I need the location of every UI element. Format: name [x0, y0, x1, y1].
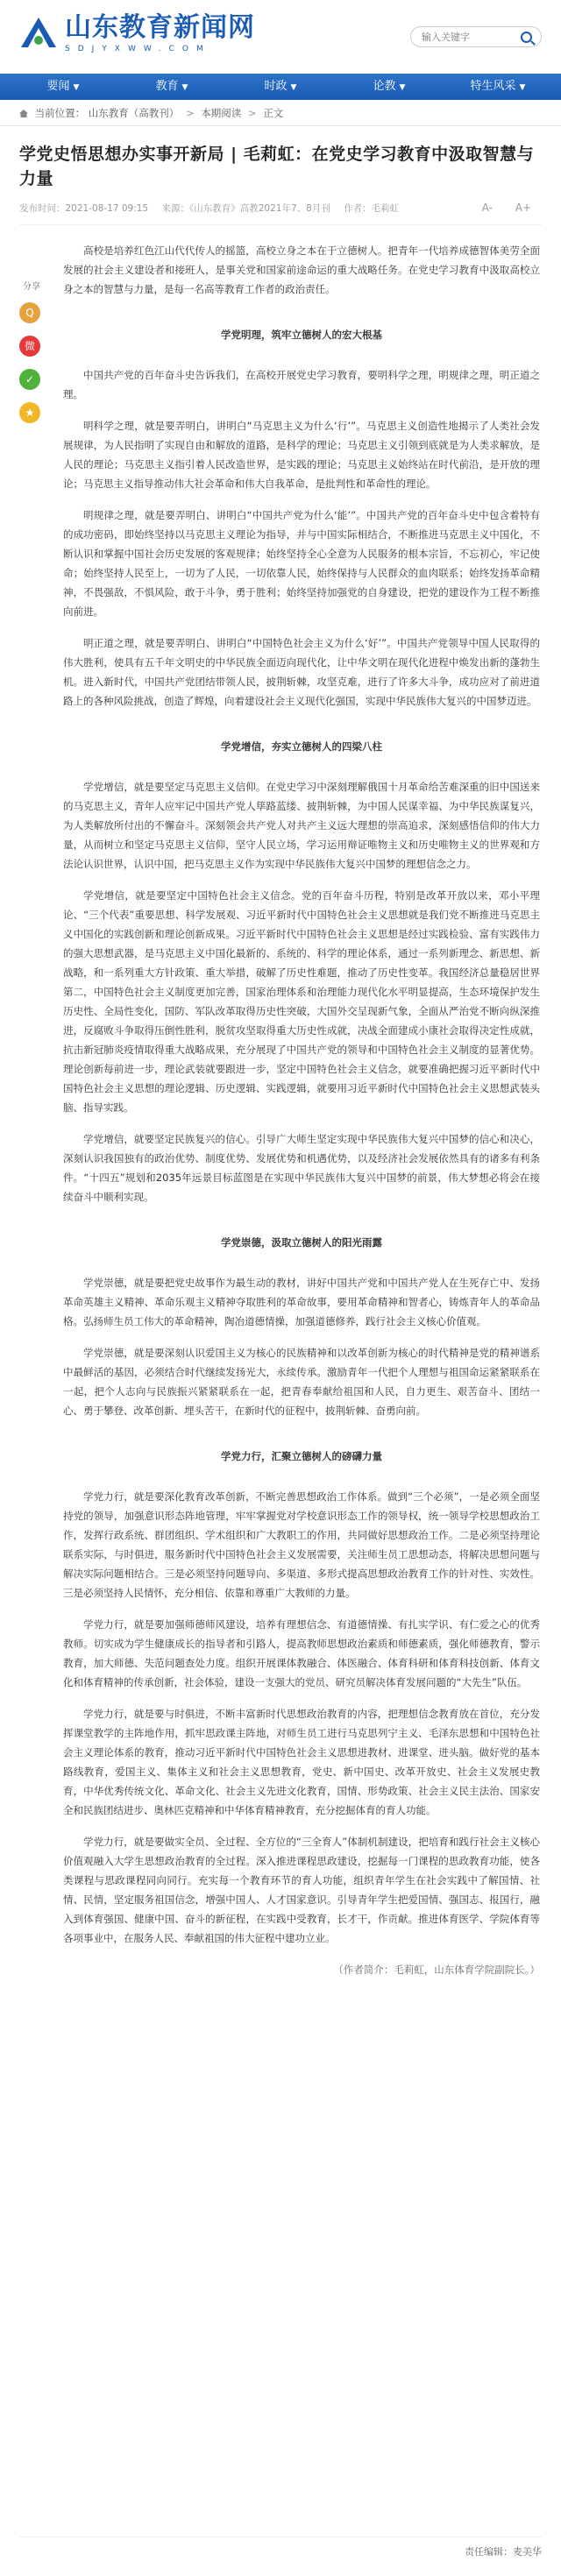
qq-share-icon[interactable]: Q [19, 302, 40, 323]
search-icon[interactable] [521, 32, 532, 43]
article-paragraph: 高校是培养红色江山代代传人的摇篮，高校立身之本在于立德树人。把青年一代培养成德智体美劳全面发展的社会主义建设者和接班人，是事关党和国家前途命运的重大战略任务。在党史学习教育中汲取高校立身之本的智慧与力量，是每一名高等教育工作者的政治责任。 [63, 244, 540, 295]
article-source: 来源：《山东教育》高教2021年7、8月刊 [161, 203, 330, 214]
home-icon [19, 110, 28, 117]
chevron-down-icon: ▼ [519, 83, 526, 92]
publish-date: 发布时间：2021-08-17 09:15 [19, 203, 149, 214]
nav-item-discussion[interactable]: 论教 ▼ [373, 80, 406, 93]
article-meta [19, 202, 542, 225]
article-paragraph: 学党力行，就是要深化教育改革创新，不断完善思想政治工作体系。做到“三个必须”，一是必须全面坚持党的领导，加强意识形态阵地管理，牢牢掌握党对学校意识形态工作的领导权，统一领导学校思想政治工作，发挥行政系统、群团组织、学术组织和广大教职工的作用，共同做好思想政治工作。二是必须坚持理论联系实际，与时俱进，服务新时代中国特色社会主义发展需要，关注师生员工思想动态，将解决思想问题与解决实际问题相结合。三是必须坚持问题导向、多渠道、多形式提高思想政治教育工作的针对性、实效性。三是必须坚持人民情怀，充分相信、依靠和尊重广大教师的力量。 [63, 1490, 540, 1599]
section-heading: 学党增信，夯实立德树人的四梁八柱 [221, 740, 382, 753]
article-paragraph: 学党力行，就是要做实全员、全过程、全方位的“三全育人”体制机制建设，把培育和践行社会主义核心价值观融入大学生思想政治教育的全过程。深入推进课程思政建设，挖掘每一门课程的思政教育功能，使各类课程与思政课程同向同行。充实每一个教育环节的育人功能，组织青年学生在社会实践中了解国情、社情、民情，坚定服务祖国信念，增强中国人、人才国家意识。引导青年学生把爱国情、强国志、报国行，融入到体育强国、健康中国、奋斗的新征程，在实践中受教育，长才干，作贡献。推进体育医学、学院体育等各项事业中，在服务人民、奉献祖国的伟大征程中建功立业。 [63, 1836, 540, 1944]
article-author: 作者：毛莉虹 [344, 203, 400, 214]
article-title: 学党史悟思想办实事开新局 | 毛莉虹：在党史学习教育中汲取智慧与力量 [19, 145, 535, 188]
chevron-down-icon: ▼ [290, 83, 297, 92]
font-size-controls [473, 202, 542, 214]
article-paragraph: 明正道之理，就是要弄明白、讲明白“中国特色社会主义为什么‘好’”。中国共产党领导中国人民取得的伟大胜利，使具有五千年文明史的中华民族全面迈向现代化，让中华文明在现代化进程中焕发出新的蓬勃生机。进入新时代，中国共产党团结带领人民，披荆斩棘，攻坚克难，进行了许多大斗争，成功应对了前进道路上的各种风险挑战，创造了辉煌，向着建设社会主义现代化强国，实现中华民族伟大复兴的中国梦迈进。 [63, 637, 540, 707]
article-paragraph: 学党力行，就是要加强师德师风建设，培养有理想信念、有道德情操、有扎实学识、有仁爱之心的优秀教师。切实成为学生健康成长的指导者和引路人，提高教师思想政治素质和师德素质，强化师德教育，警示教育，加大师德、失范问题查处力度。组织开展课体教融合、体医融合、体育科研和体育科技创新、体育文化和体育精神的传承创新，社会体验，建设一支强大的党员、研究员解决体育发展问题的“大先生”队伍。 [63, 1618, 540, 1688]
article-body [63, 241, 540, 1979]
responsible-editor: 责任编辑：麦美华 [465, 2546, 542, 2558]
article-paragraph: 学党崇德，就是要把党史故事作为最生动的教材，讲好中国共产党和中国共产党人在生死存亡中、发扬革命英雄主义精神、革命乐观主义精神夺取胜利的革命故事，要用革命精神和智者心，铸炼青年人的革命品格。弘扬师生员工伟大的革命精神，陶冶道德情操，加强道德修养，践行社会主义核心价值观。 [63, 1277, 540, 1327]
section-heading: 学党崇德，汲取立德树人的阳光雨露 [221, 1236, 382, 1249]
article [0, 142, 561, 225]
share-panel [19, 279, 54, 435]
font-decrease-button[interactable]: A- [481, 202, 493, 214]
section-heading: 学党明理，筑牢立德树人的宏大根基 [221, 329, 382, 341]
nav-item-students[interactable]: 特生风采 ▼ [470, 80, 526, 93]
nav-item-politics[interactable]: 时政 ▼ [264, 80, 297, 93]
nav-item-education[interactable]: 教育 ▼ [155, 80, 188, 93]
breadcrumb-item[interactable]: 本期阅读 [201, 107, 242, 119]
font-increase-button[interactable]: A+ [515, 202, 531, 214]
chevron-down-icon: ▼ [73, 83, 80, 92]
article-paragraph: 学党崇德，就是要深刻认识爱国主义为核心的民族精神和以改革创新为核心的时代精神是党的精神谱系中最鲜活的基因，必须结合时代继续发扬光大，永续传承。激励青年一代把个人理想与祖国命运紧紧联系在一起，把个人志向与民族振兴紧紧联系在一起，把青春奉献给祖国和人民，自力更生、艰苦奋斗、团结一心、勇于攀登、改革创新、埋头苦干，在新时代的征程中，披荆斩棘、奋勇向前。 [63, 1347, 540, 1417]
author-bio: （作者简介：毛莉虹，山东体育学院副院长。） [333, 1964, 540, 1976]
wechat-share-icon[interactable]: ✓ [19, 369, 40, 390]
breadcrumb: 当前位置： 山东教育（高教刊） > 本期阅读 > 正文 [0, 100, 561, 126]
share-label: 分享 [23, 282, 40, 292]
site-subtitle: SDJYXWW.COM [65, 45, 211, 53]
article-paragraph: 学党力行，就是要与时俱进，不断丰富新时代思想政治教育的内容，把理想信念教育放在首位，充分发挥课堂教学的主阵地作用，抓牢思政课主阵地，对师生员工进行马克思列宁主义、毛泽东思想和中国特色社会主义理论体系的教育，推动习近平新时代中国特色社会主义思想进教材、进课堂、进头脑。做好党的基本路线教育，爱国主义、集体主义和社会主义思想教育，党史、新中国史、改革开放史、社会主义发展史教育，中华优秀传统文化、革命文化、社会主义先进文化教育，国情、形势政策、社会主义民主法治、国家安全和民族团结进步、奥林匹克精神和中华体育精神教育，充分挖掘体育的育人功能。 [63, 1708, 540, 1816]
article-paragraph: 学党增信，就是要坚定马克思主义信仰。在党史学习中深刻理解俄国十月革命给苦难深重的旧中国送来的马克思主义，青年人应牢记中国共产党人筚路蓝缕、披荆斩棘，为中国人民谋幸福、为中华民族谋复兴，为人类解放所付出的不懈奋斗。深刻领会共产党人对共产主义远大理想的崇高追求，深刻感悟信仰的伟大力量，从而树立和坚定马克思主义信仰，坚守人民立场，学习运用辩证唯物主义和历史唯物主义的世界观和方法论认识世界，认识中国，把马克思主义作为实现中华民族伟大复兴中国梦的理想信念之力。 [63, 781, 540, 870]
search-input[interactable] [420, 31, 520, 44]
article-paragraph: 明规律之理，就是要弄明白、讲明白“中国共产党为什么‘能’”。中国共产党的百年奋斗史中包含着特有的成功密码，即始终坚持以马克思主义理论为指导，并与中国实际相结合，不断推进马克思主义中国化，不断认识和掌握中国社会历史发展的客观规律；始终坚持全心全意为人民服务的根本宗旨，不忘初心，牢记使命；始终坚持人民至上，一切为了人民，一切依靠人民，始终保持与人民群众的血肉联系；始终发扬革命精神，不畏强敌，不惧风险，敢于斗争，勇于胜利；始终坚持加强党的自身建设，把党的建设作为工程不断推向前进。 [63, 509, 540, 618]
article-paragraph: 学党增信，就是要坚定中国特色社会主义信念。党的百年奋斗历程，特别是改革开放以来，邓小平理论、“三个代表”重要思想、科学发展观、习近平新时代中国特色社会主义思想就是我们党不断推进马克思主义中国化的实践创新和理论创新成果。习近平新时代中国特色社会主义思想是经过实践检验、富有实践伟力的强大思想武器，是马克思主义中国化最新的、系统的、科学的理论体系，通过一系列新理念、新思想、新战略，和一系列重大方针政策、重大举措，破解了历史性难题，推动了历史性变革。我国经济总量稳居世界第二，中国特色社会主义制度更加完善，国家治理体系和治理能力现代化水平明显提高，生态环境保护发生历史性、全局性变化，国防、军队改革取得历史性突破，大国外交呈现新气象，全面从严治党不断向纵深推进，反腐败斗争取得压倒性胜利，脱贫攻坚取得重大历史性成就，决战全面建成小康社会取得决定性成就，抗击新冠肺炎疫情取得重大战略成果，充分展现了中国共产党的领导和中国特色社会主义制度的显著优势。理论创新每前进一步，理论武装就要跟进一步，坚定中国特色社会主义信念，就要准确把握习近平新时代中国特色社会主义思想的理论逻辑、历史逻辑、实践逻辑，就要用习近平新时代中国特色社会主义思想武装头脑、指导实践。 [63, 889, 540, 1114]
site-title: 山东教育新闻网 [65, 12, 255, 43]
chevron-down-icon: ▼ [399, 83, 406, 92]
breadcrumb-item[interactable]: 山东教育（高教刊） [88, 107, 180, 119]
article-paragraph: 中国共产党的百年奋斗史告诉我们，在高校开展党史学习教育，要明科学之理，明规律之理，明正道之理。 [63, 369, 540, 400]
search-box[interactable] [410, 26, 542, 47]
breadcrumb-prefix: 当前位置： [34, 107, 86, 119]
weibo-share-icon[interactable]: 微 [19, 336, 40, 357]
article-paragraph: 明科学之理，就是要弄明白，讲明白“马克思主义为什么‘行’”。马克思主义创造性地揭示了人类社会发展规律，为人民指明了实现自由和解放的道路，是科学的理论；马克思主义引领到底就是为人类求解放，是人民的理论；马克思主义指引着人民改造世界，是实践的理论；马克思主义始终站在时代前沿，是开放的理论；马克思主义指导推动伟大社会革命和伟大自我革命，是批判性和革命性的理论。 [63, 420, 540, 490]
chevron-down-icon: ▼ [181, 83, 188, 92]
site-logo[interactable] [18, 12, 255, 54]
site-header [0, 0, 561, 74]
logo-icon [18, 12, 60, 54]
section-heading: 学党力行，汇聚立德树人的磅礴力量 [221, 1450, 382, 1462]
nav-item-news[interactable]: 要闻 ▼ [46, 80, 80, 93]
qzone-share-icon[interactable]: ★ [19, 402, 40, 423]
main-nav [0, 74, 561, 100]
article-paragraph: 学党增信，就要坚定民族复兴的信心。引导广大师生坚定实现中华民族伟大复兴中国梦的信心和决心，深刻认识我国独有的政治优势、制度优势、发展优势和机遇优势，以及经济社会发展依然具有的诸多有利条件。“十四五”规划和2035年远景目标蓝图是在实现中华民族伟大复兴中国梦的前景，伟大梦想必将会在接续奋斗中顺利实现。 [63, 1133, 540, 1203]
breadcrumb-item: 正文 [263, 107, 284, 119]
